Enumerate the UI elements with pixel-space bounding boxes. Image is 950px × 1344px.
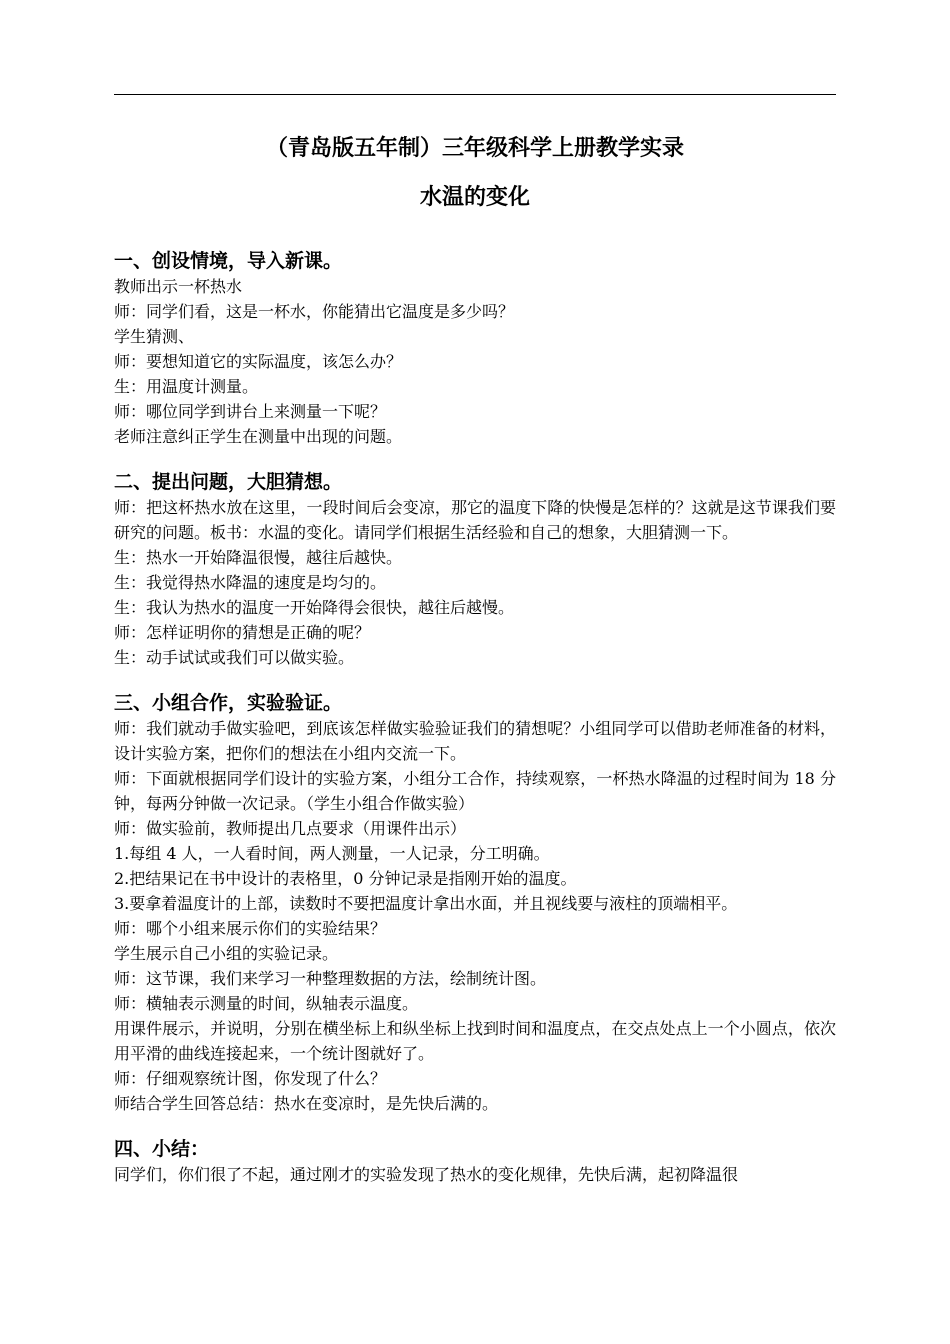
paragraph-line: 生：动手试试或我们可以做实验。 <box>114 648 355 667</box>
paragraph-line: 3.要拿着温度计的上部，读数时不要把温度计拿出水面，并且视线要与液柱的顶端相平。 <box>114 894 738 913</box>
header-rule <box>114 94 836 95</box>
section-introduction <box>114 248 836 449</box>
paragraph-line: 师：哪位同学到讲台上来测量一下呢？ <box>114 402 387 421</box>
paragraph-line: 老师注意纠正学生在测量中出现的问题。 <box>114 427 403 446</box>
paragraph-line: 师：把这杯热水放在这里，一段时间后会变凉，那它的温度下降的快慢是怎样的？这就是这节课我们要研究的问题。板书：水温的变化。请同学们根据生活经验和自己的想象，大胆猜测一下。 <box>114 498 836 542</box>
document-title: （青岛版五年制）三年级科学上册教学实录 <box>265 136 684 161</box>
paragraph-line: 用课件展示，并说明，分别在横坐标上和纵坐标上找到时间和温度点，在交点处点上一个小圆点，依次用平滑的曲线连接起来，一个统计图就好了。 <box>114 1019 836 1063</box>
paragraph-line: 师：同学们看，这是一杯水，你能猜出它温度是多少吗？ <box>114 302 515 321</box>
section-heading: 四、小结： <box>114 1138 210 1160</box>
section-heading: 三、小组合作，实验验证。 <box>114 692 343 714</box>
document-body <box>114 248 836 1207</box>
paragraph-line: 师：做实验前，教师提出几点要求（用课件出示） <box>114 819 467 838</box>
paragraph-line: 学生猜测、 <box>114 327 195 346</box>
paragraph-line: 生：用温度计测量。 <box>114 377 259 396</box>
paragraph-line: 1.每组 4 人，一人看时间，两人测量，一人记录，分工明确。 <box>114 844 550 863</box>
paragraph-line: 师结合学生回答总结：热水在变凉时，是先快后满的。 <box>114 1094 499 1113</box>
paragraph-line: 生：我认为热水的温度一开始降得会很快，越往后越慢。 <box>114 598 515 617</box>
paragraph-line: 师：要想知道它的实际温度，该怎么办？ <box>114 352 403 371</box>
section-heading: 一、创设情境，导入新课。 <box>114 250 343 272</box>
section-experiment <box>114 690 836 1116</box>
paragraph-line: 2.把结果记在书中设计的表格里，0 分钟记录是指刚开始的温度。 <box>114 869 577 888</box>
paragraph-line: 学生展示自己小组的实验记录。 <box>114 944 339 963</box>
paragraph-line: 同学们，你们很了不起，通过刚才的实验发现了热水的变化规律，先快后满，起初降温很 <box>114 1165 739 1184</box>
section-summary <box>114 1136 836 1187</box>
paragraph-line: 生：热水一开始降温很慢，越往后越快。 <box>114 548 403 567</box>
paragraph-line: 师：横轴表示测量的时间，纵轴表示温度。 <box>114 994 419 1013</box>
paragraph-line: 师：哪个小组来展示你们的实验结果？ <box>114 919 387 938</box>
section-hypothesis <box>114 469 836 670</box>
paragraph-line: 师：怎样证明你的猜想是正确的呢？ <box>114 623 371 642</box>
paragraph-line: 生：我觉得热水降温的速度是均匀的。 <box>114 573 387 592</box>
paragraph-line: 师：仔细观察统计图，你发现了什么？ <box>114 1069 387 1088</box>
paragraph-line: 师：我们就动手做实验吧，到底该怎样做实验验证我们的猜想呢？小组同学可以借助老师准备的材料，设计实验方案，把你们的想法在小组内交流一下。 <box>114 719 836 763</box>
document-subtitle: 水温的变化 <box>419 185 530 210</box>
paragraph-line: 师：这节课，我们来学习一种整理数据的方法，绘制统计图。 <box>114 969 547 988</box>
paragraph-line: 教师出示一杯热水 <box>114 277 243 296</box>
section-heading: 二、提出问题，大胆猜想。 <box>114 471 343 493</box>
paragraph-line: 师：下面就根据同学们设计的实验方案，小组分工合作，持续观察，一杯热水降温的过程时间为 18 分钟，每两分钟做一次记录。（学生小组合作做实验） <box>114 769 836 813</box>
